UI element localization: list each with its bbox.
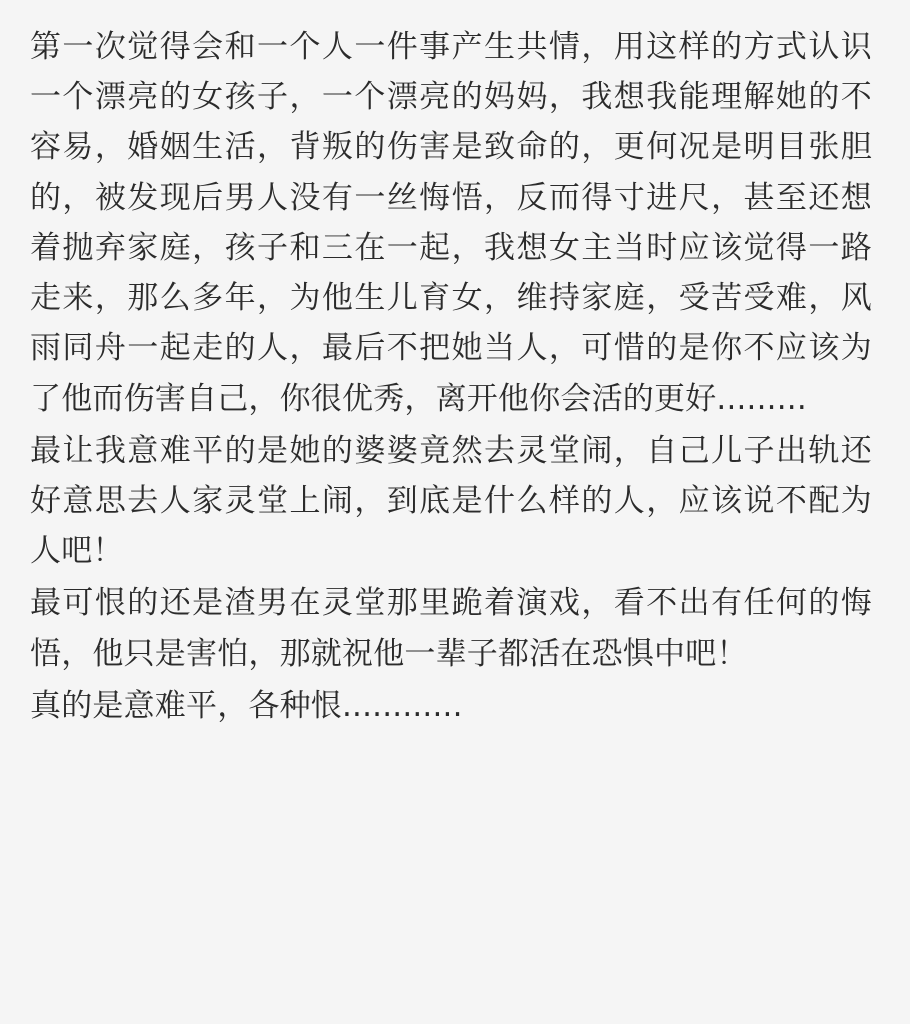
paragraph-4: 真的是意难平，各种恨............ (30, 687, 463, 724)
paragraph-2: 最让我意难平的是她的婆婆竟然去灵堂闹，自己儿子出轨还好意思去人家灵堂上闹，到底是什么样的人，应该说不配为人吧！ (30, 432, 872, 570)
paragraph-3: 最可恨的还是渣男在灵堂那里跪着演戏，看不出有任何的悔悟，他只是害怕，那就祝他一辈子都活在恐惧中吧！ (30, 585, 872, 672)
document-text-body (30, 22, 872, 731)
paragraph-1: 第一次觉得会和一个人一件事产生共情，用这样的方式认识一个漂亮的女孩子，一个漂亮的妈妈，我想我能理解她的不容易，婚姻生活，背叛的伤害是致命的，更何况是明目张胆的，被发现后男人没有一丝悔悟，反而得寸进尺，甚至还想着抛弃家庭，孩子和三在一起，我想女主当时应该觉得一路走来，那么多年，为他生儿育女，维持家庭，受苦受难，风雨同舟一起走的人，最后不把她当人，可惜的是你不应该为了他而伤害自己，你很优秀，离开他你会活的更好......... (30, 29, 872, 417)
